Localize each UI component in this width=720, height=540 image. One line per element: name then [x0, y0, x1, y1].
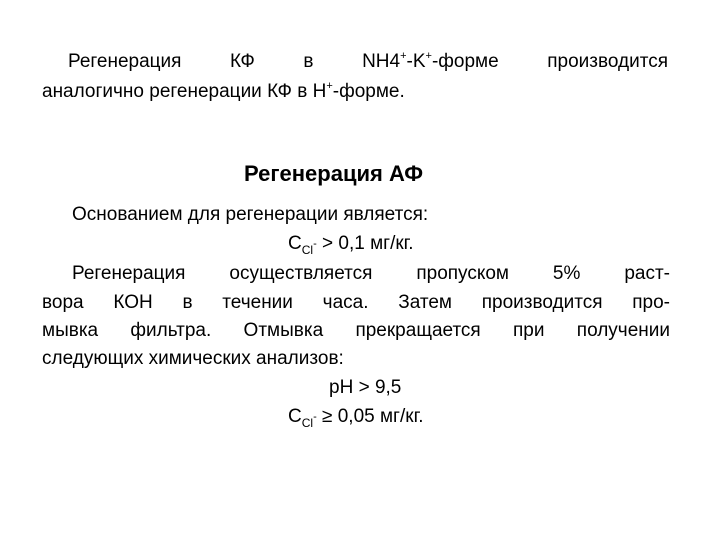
- intro-line2-sup: +: [326, 80, 333, 92]
- intro-line-2: [42, 80, 405, 106]
- c-letter: С: [288, 233, 302, 254]
- cl-subscript-2: Cl: [301, 416, 314, 430]
- intro-line2-text: аналогично регенерации КФ в H: [42, 81, 327, 102]
- condition-2-value: ≥ 0,05 мг/кг.: [316, 406, 424, 427]
- procedure-line-1: Регенерация осуществляется пропуском 5% раст-: [72, 263, 670, 284]
- intro-line2-end: -форме.: [332, 81, 405, 102]
- intro-sup-2: +: [425, 50, 432, 62]
- condition-cl-2: [288, 405, 423, 431]
- condition-1-value: > 0,1 мг/кг.: [316, 233, 414, 254]
- cl-minus: -: [313, 238, 317, 250]
- procedure-line-3: мывка фильтра. Отмывка прекращается при получении: [42, 320, 670, 341]
- cl-minus-2: -: [313, 411, 317, 423]
- procedure-line-4: следующих химических анализов:: [42, 348, 344, 369]
- section-heading: Регенерация АФ: [244, 161, 424, 186]
- basis-line: Основанием для регенерации является:: [72, 204, 429, 225]
- intro-line-1: [68, 50, 668, 76]
- condition-cl-1: [288, 232, 414, 258]
- intro-sup-1: +: [400, 50, 407, 62]
- intro-text-1: Регенерация КФ в NH4: [68, 51, 401, 72]
- intro-text-2: -K: [406, 51, 426, 72]
- c-letter-2: С: [288, 406, 302, 427]
- cl-subscript: Cl: [301, 243, 314, 257]
- procedure-line-2: вора КОН в течении часа. Затем производится про-: [42, 292, 670, 313]
- intro-text-3: -форме производится: [431, 51, 668, 72]
- ph-condition: рН > 9,5: [329, 377, 402, 398]
